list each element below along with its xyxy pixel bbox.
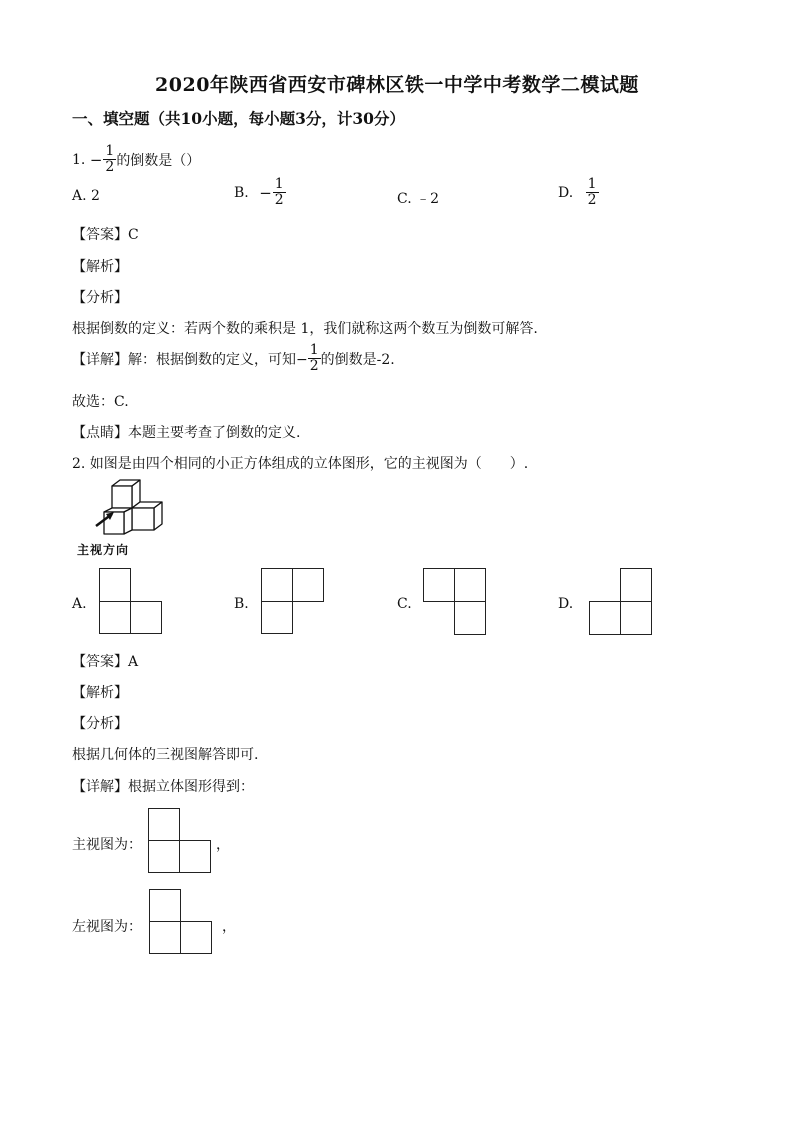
- q1-detail-denominator: 2: [309, 358, 319, 375]
- q1-minus: −: [89, 150, 103, 169]
- q2-option-b-label: B.: [234, 596, 249, 612]
- q1-option-d-label: D.: [558, 184, 574, 201]
- q1-option-d-denominator: 2: [587, 192, 597, 209]
- q1-option-c: C. ﹣2: [397, 191, 440, 207]
- q1-jiexi: 【解析】: [72, 259, 128, 275]
- q2-left-view-label: 左视图为：: [72, 919, 142, 935]
- q1-point: 【点睛】本题主要考查了倒数的定义.: [72, 425, 301, 441]
- q1-fenxi-text: 根据倒数的定义：若两个数的乘积是 1，我们就称这两个数互为倒数可解答.: [72, 321, 538, 337]
- q1-fenxi: 【分析】: [72, 290, 128, 306]
- q1-option-d-numerator: 1: [587, 176, 597, 192]
- q1-option-d-fraction: [586, 177, 599, 209]
- square: [454, 601, 486, 635]
- square: [261, 601, 293, 634]
- q2-option-a-label: A.: [72, 596, 87, 612]
- q2-stem: 2. 如图是由四个相同的小正方体组成的立体图形，它的主视图为（ ）.: [72, 456, 529, 472]
- square: [454, 568, 486, 602]
- q2-option-c-label: C.: [397, 596, 412, 612]
- page-title: 2020年陕西省西安市碑林区铁一中学中考数学二模试题: [155, 74, 639, 96]
- square: [99, 568, 131, 602]
- q1-option-b-minus: −: [259, 183, 272, 202]
- square: [149, 921, 181, 954]
- q1-option-a: A. 2: [72, 188, 100, 204]
- square: [620, 568, 652, 602]
- q1-option-b-numerator: 1: [274, 176, 284, 192]
- q1-option-b: [234, 177, 286, 209]
- q2-view-direction-label: 主视方向: [77, 543, 130, 557]
- q1-fraction-numerator: 1: [105, 143, 115, 159]
- q1-option-b-label: B.: [234, 184, 249, 201]
- q2-answer: 【答案】A: [72, 654, 139, 670]
- q1-option-d: [558, 177, 599, 209]
- q1-option-b-fraction: [273, 177, 286, 209]
- square: [149, 889, 181, 922]
- q2-jiexi: 【解析】: [72, 685, 128, 701]
- square: [180, 921, 212, 954]
- square: [620, 601, 652, 635]
- square: [148, 840, 180, 873]
- square: [292, 568, 324, 602]
- q2-left-view-comma: ，: [222, 919, 236, 935]
- square: [423, 568, 455, 602]
- q1-stem: [72, 144, 200, 176]
- square: [179, 840, 211, 873]
- square: [130, 601, 162, 634]
- square: [261, 568, 293, 602]
- q1-stem-tail: 的倒数是（）: [116, 152, 201, 169]
- square: [589, 601, 621, 635]
- q1-fraction-denominator: 2: [105, 159, 115, 176]
- section-heading: 一、填空题（共10小题，每小题3分，计30分）: [72, 109, 405, 128]
- q1-fraction: [103, 144, 116, 176]
- q2-fenxi: 【分析】: [72, 716, 128, 732]
- q1-option-b-denominator: 2: [274, 192, 284, 209]
- q1-answer: 【答案】C: [72, 227, 139, 243]
- q1-detail-pre: 【详解】解：根据倒数的定义，可知−: [72, 351, 308, 368]
- square: [99, 601, 131, 634]
- square: [148, 808, 180, 841]
- q2-option-d-label: D.: [558, 596, 574, 612]
- q1-choose: 故选：C.: [72, 394, 129, 410]
- q1-detail-fraction: [308, 343, 321, 375]
- q1-number: 1.: [72, 151, 86, 168]
- q2-detail: 【详解】根据立体图形得到：: [72, 779, 254, 795]
- q2-front-view-label: 主视图为：: [72, 837, 142, 853]
- q2-fenxi-text: 根据几何体的三视图解答即可.: [72, 747, 259, 763]
- q1-detail-post: 的倒数是-2.: [320, 351, 395, 368]
- q2-front-view-comma: ，: [216, 837, 230, 853]
- q1-detail: [72, 343, 395, 375]
- q1-detail-numerator: 1: [309, 342, 319, 358]
- q2-cube-figure: [74, 478, 174, 544]
